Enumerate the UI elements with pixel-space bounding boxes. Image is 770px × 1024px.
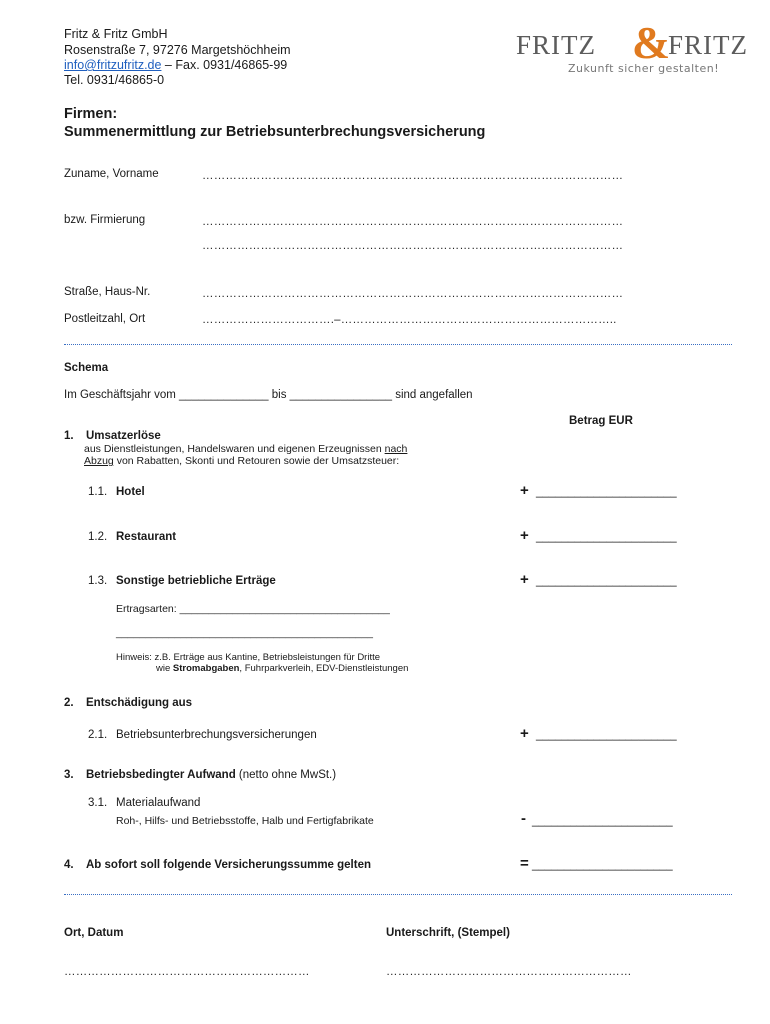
hint-line-2: wie Stromabgaben, Fuhrparkverleih, EDV-Dienstleistungen: [156, 663, 409, 674]
sec3-title: Betriebsbedingter Aufwand (netto ohne MwSt.): [86, 769, 337, 781]
logo-tagline: Zukunft sicher gestalten!: [568, 62, 720, 75]
plus-sign: +: [520, 527, 529, 544]
amount-field-1-3[interactable]: ______________________: [536, 575, 677, 587]
item-2-1-label: Betriebsunterbrechungsversicherungen: [116, 729, 317, 741]
zip-label: Postleitzahl, Ort: [64, 313, 146, 325]
page-title-line1: Firmen:: [64, 106, 118, 122]
plus-sign: +: [520, 571, 529, 588]
zip-input-line[interactable]: …………………………….–……………………………………………………………..: [202, 314, 617, 326]
sec1-title: Umsatzerlöse: [86, 430, 161, 442]
sec4-number: 4.: [64, 859, 74, 871]
fiscal-year-line[interactable]: Im Geschäftsjahr vom ______________ bis ________________ sind angefallen: [64, 389, 473, 401]
item-2-1-number: 2.1.: [88, 729, 108, 741]
plus-sign: +: [520, 482, 529, 499]
revenue-types-field-2[interactable]: ____________________________________________: [116, 627, 373, 639]
company-name: Fritz & Fritz GmbH: [64, 27, 168, 41]
equals-sign: =: [520, 855, 529, 872]
contact-line: [64, 57, 287, 73]
svg-text:&: &: [631, 18, 671, 64]
signature-label: Unterschrift, (Stempel): [386, 927, 510, 939]
sec4-title: Ab sofort soll folgende Versicherungssumme gelten: [86, 859, 372, 871]
email-link[interactable]: info@fritzufritz.de: [64, 58, 162, 72]
item-1-2-number: 1.2.: [88, 531, 108, 543]
item-1-3-number: 1.3.: [88, 575, 108, 587]
place-date-input-line[interactable]: ………………………………………………………: [64, 966, 310, 978]
firm-input-line-1[interactable]: ………………………………………………………………………………………………: [202, 216, 624, 228]
amount-field-1-2[interactable]: ______________________: [536, 531, 677, 543]
schema-heading: Schema: [64, 362, 109, 374]
logo-word-right: FRITZ: [668, 30, 749, 60]
company-logo: [516, 18, 749, 84]
amount-field-total[interactable]: ______________________: [532, 859, 673, 871]
page-title-line2: Summenermittlung zur Betriebsunterbrechungsversicherung: [64, 124, 486, 140]
item-1-2-label: Restaurant: [116, 531, 177, 543]
sec2-title: Entschädigung aus: [86, 697, 193, 709]
place-date-label: Ort, Datum: [64, 927, 124, 939]
item-3-1-description: Roh-, Hilfs- und Betriebsstoffe, Halb und Fertigfabrikate: [116, 815, 374, 827]
amount-field-3-1[interactable]: ______________________: [532, 815, 673, 827]
name-input-line[interactable]: ………………………………………………………………………………………………: [202, 170, 624, 182]
item-1-3-label: Sonstige betriebliche Erträge: [116, 575, 276, 587]
sec1-number: 1.: [64, 430, 74, 442]
firm-label: bzw. Firmierung: [64, 214, 146, 226]
fax-number: – Fax. 0931/46865-99: [161, 58, 288, 72]
sec3-number: 3.: [64, 769, 74, 781]
amount-field-2-1[interactable]: ______________________: [536, 729, 677, 741]
firm-input-line-2[interactable]: ………………………………………………………………………………………………: [202, 240, 624, 252]
logo-word-left: FRITZ: [516, 30, 597, 60]
street-label: Straße, Haus-Nr.: [64, 286, 151, 298]
phone-number: Tel. 0931/46865-0: [64, 73, 165, 87]
sec1-description-1: aus Dienstleistungen, Handelswaren und eigenen Erzeugnissen nach: [84, 443, 408, 455]
amount-field-1-1[interactable]: ______________________: [536, 486, 677, 498]
plus-sign: +: [520, 725, 529, 742]
item-1-1-number: 1.1.: [88, 486, 108, 498]
signature-input-line[interactable]: ………………………………………………………: [386, 966, 632, 978]
hint-line-1: Hinweis: z.B. Erträge aus Kantine, Betriebsleistungen für Dritte: [116, 652, 381, 663]
street-input-line[interactable]: ………………………………………………………………………………………………: [202, 288, 624, 300]
item-3-1-label: Materialaufwand: [116, 797, 201, 809]
sec1-description-2: Abzug von Rabatten, Skonti und Retouren sowie der Umsatzsteuer:: [84, 455, 400, 467]
item-1-1-label: Hotel: [116, 486, 145, 498]
name-label: Zuname, Vorname: [64, 168, 159, 180]
section-divider-bottom: [64, 894, 732, 895]
section-divider-top: [64, 344, 732, 345]
company-street: Rosenstraße 7, 97276 Margetshöchheim: [64, 43, 291, 57]
amount-column-header: Betrag EUR: [569, 415, 633, 427]
item-3-1-number: 3.1.: [88, 797, 108, 809]
revenue-types-field[interactable]: Ertragsarten: ____________________________________: [116, 603, 390, 615]
sec2-number: 2.: [64, 697, 74, 709]
minus-sign: -: [521, 810, 526, 827]
